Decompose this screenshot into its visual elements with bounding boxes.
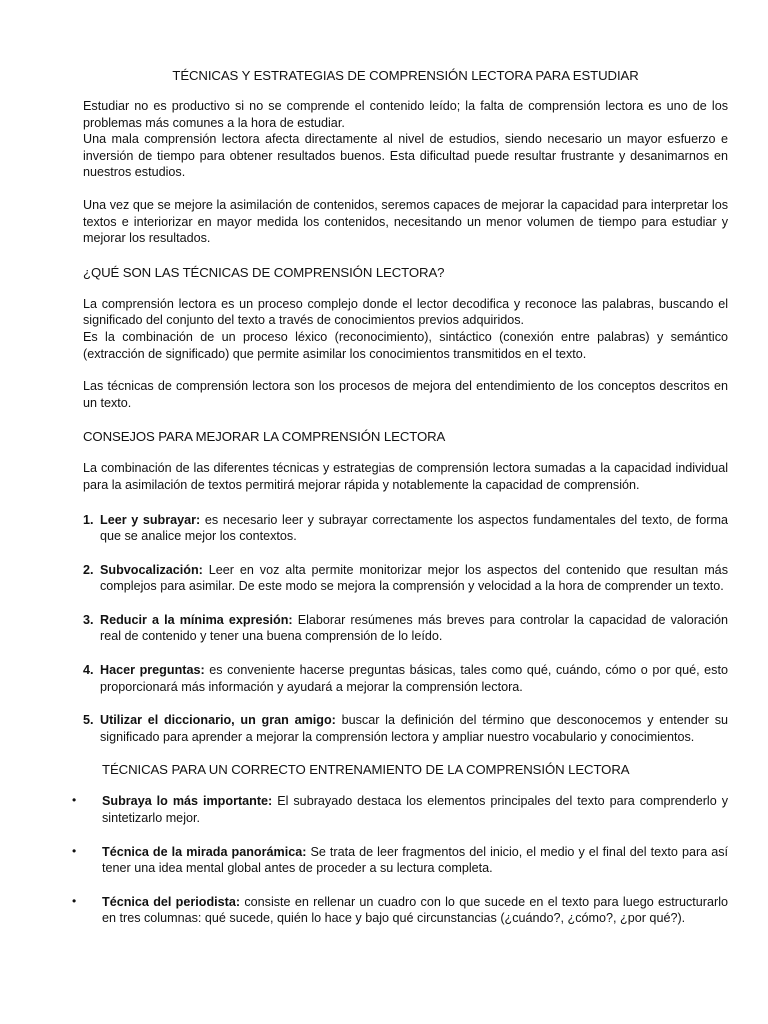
tip-lead: Reducir a la mínima expresión: bbox=[100, 612, 293, 627]
list-item bbox=[83, 662, 728, 695]
tips-list bbox=[83, 512, 728, 746]
list-item bbox=[72, 893, 728, 927]
section-heading-what-are: ¿QUÉ SON LAS TÉCNICAS DE COMPRENSIÓN LECTORA? bbox=[83, 264, 445, 280]
list-number: 4. bbox=[83, 663, 94, 678]
tip-lead: Utilizar el diccionario, un gran amigo: bbox=[100, 713, 336, 728]
technique-lead: Técnica del periodista: bbox=[102, 894, 241, 909]
list-item bbox=[72, 843, 728, 877]
list-number: 3. bbox=[83, 612, 94, 627]
tip-text: es conveniente hacerse preguntas básicas, tales como qué, cuándo, cómo o por qué, esto proporcionará más información y ayudará a mejorar la comprensión lectora. bbox=[100, 663, 728, 694]
tip-lead: Subvocalización: bbox=[100, 562, 203, 577]
document-page bbox=[72, 68, 728, 944]
section-heading-techniques: TÉCNICAS PARA UN CORRECTO ENTRENAMIENTO DE LA COMPRENSIÓN LECTORA bbox=[102, 762, 630, 778]
tip-text: es necesario leer y subrayar correctamente los aspectos fundamentales del texto, de forma que se analice mejor los contextos. bbox=[100, 512, 728, 544]
intro-paragraph-2: Una mala comprensión lectora afecta directamente al nivel de estudios, siendo necesario un mayor esfuerzo e inversión de tiempo para obtener resultados buenos. Esta dificultad puede resultar frustrante y desanimarnos en nuestros estudios. bbox=[83, 132, 728, 180]
list-item bbox=[83, 712, 728, 745]
list-number: 5. bbox=[83, 713, 94, 728]
list-item bbox=[83, 512, 728, 545]
bullet-icon: • bbox=[72, 793, 77, 808]
tip-text: Leer en voz alta permite monitorizar mejor los aspectos del contenido que resultan más complejos para asimilar. De este modo se mejora la comprensión y velocidad a la hora de comprender un texto. bbox=[100, 562, 728, 594]
list-item bbox=[72, 793, 728, 826]
tip-lead: Hacer preguntas: bbox=[100, 663, 205, 678]
bullet-icon: • bbox=[72, 843, 77, 858]
section1-paragraph-2: Es la combinación de un proceso léxico (reconocimiento), sintáctico (conexión entre palabras) y semántico (extracción de significado) que permite asimilar los conocimientos transmitidos en el texto. bbox=[83, 329, 728, 361]
technique-text: Se trata de leer fragmentos del inicio, el medio y el final del texto para así tener una idea mental global antes de proceder a su lectura completa. bbox=[102, 844, 728, 876]
tip-text: buscar la definición del término que desconocemos y entender su significado para aprender a mejorar la comprensión lectora y ampliar nuestro vocabulario y conocimientos. bbox=[100, 713, 728, 744]
intro-paragraph-3: Una vez que se mejore la asimilación de contenidos, seremos capaces de mejorar la capacidad para interpretar los textos e interiorizar en mayor medida los contenidos, necesitando un menor volumen de tiempo para estudiar y mejorar los resultados. bbox=[83, 197, 728, 246]
list-item bbox=[83, 612, 728, 645]
section-heading-tips: CONSEJOS PARA MEJORAR LA COMPRENSIÓN LECTORA bbox=[83, 429, 446, 445]
intro-paragraph-1: Estudiar no es productivo si no se comprende el contenido leído; la falta de comprensión lectora es uno de los problemas más comunes a la hora de estudiar. bbox=[83, 99, 728, 130]
tip-text: Elaborar resúmenes más breves para controlar la capacidad de valoración real de contenido y tener una buena comprensión de lo leído. bbox=[100, 612, 728, 644]
list-number: 2. bbox=[83, 562, 94, 577]
list-number: 1. bbox=[83, 512, 94, 527]
technique-lead: Subraya lo más importante: bbox=[102, 794, 273, 809]
document-title: TÉCNICAS Y ESTRATEGIAS DE COMPRENSIÓN LECTORA PARA ESTUDIAR bbox=[172, 68, 639, 83]
section2-intro: La combinación de las diferentes técnicas y estrategias de comprensión lectora sumadas a la capacidad individual para la asimilación de textos permitirá mejorar rápida y notablemente la capacidad de comprensión. bbox=[83, 461, 728, 492]
technique-text: El subrayado destaca los elementos principales del texto para comprenderlo y sintetizarlo mejor. bbox=[102, 794, 728, 826]
section1-paragraph-3: Las técnicas de comprensión lectora son los procesos de mejora del entendimiento de los conceptos descritos en un texto. bbox=[83, 379, 728, 410]
bullet-icon: • bbox=[72, 893, 77, 908]
paragraph-gap bbox=[83, 181, 728, 197]
technique-text: consiste en rellenar un cuadro con lo que sucede en el texto para luego estructurarlo en tres columnas: qué sucede, quién lo hace y bajo qué circunstancias (¿cuándo?, ¿cómo?, ¿por qué?). bbox=[102, 894, 728, 926]
list-item bbox=[83, 562, 728, 595]
paragraph-gap bbox=[83, 362, 728, 378]
tip-lead: Leer y subrayar: bbox=[100, 512, 201, 527]
section1-paragraph-1: La comprensión lectora es un proceso complejo donde el lector decodifica y reconoce las palabras, buscando el significado del conjunto del texto a través de conocimientos previos adquiridos. bbox=[83, 296, 728, 328]
techniques-list bbox=[72, 793, 728, 927]
technique-lead: Técnica de la mirada panorámica: bbox=[102, 844, 307, 859]
